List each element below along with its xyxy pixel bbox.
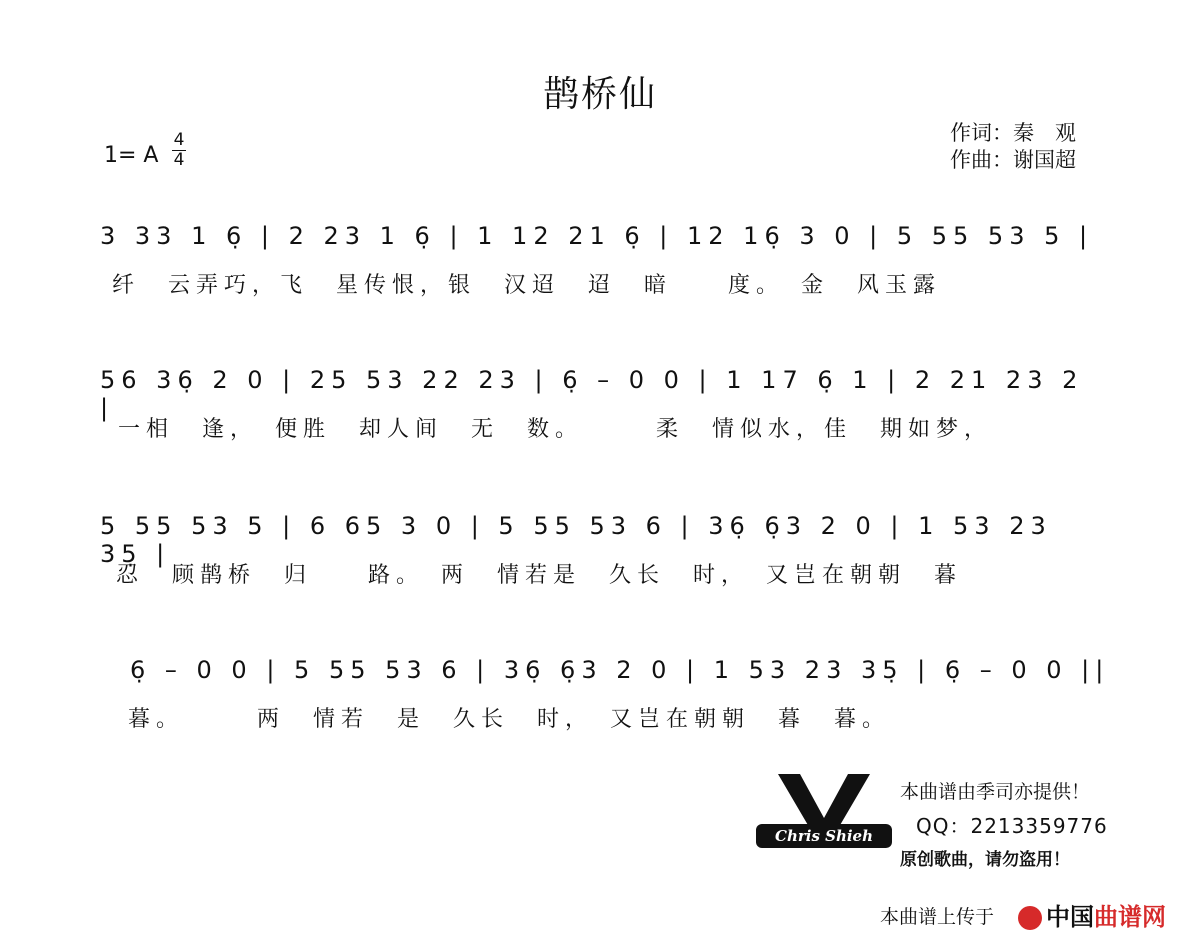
upload-text: 本曲谱上传于 [880, 906, 995, 928]
staff-line-3 [100, 512, 1110, 622]
chris-shieh-logo [756, 774, 892, 848]
provider-line: 本曲谱由季司亦提供！ [900, 781, 1091, 803]
time-signature-top: 4 [173, 130, 185, 150]
notes-line-3: 5 55 53 5 | 6 65 3 0 | 5 55 53 6 | 36̣ 6̣3 2 0 | 1 53 23 35̣ | [100, 512, 1052, 568]
lyricist: 作词：秦 观 [950, 121, 1076, 145]
time-signature-bottom: 4 [173, 150, 185, 170]
notes-line-1: 3 33 1 6̣ | 2 23 1 6̣ | 1 12 21 6̣ | 12 16̣ 3 0 | 5 55 53 5 | [100, 222, 1094, 250]
provider-info [900, 775, 1108, 877]
credits [950, 120, 1076, 174]
key-signature: 1= A [104, 143, 159, 168]
site-name-cn: 中国 [1046, 903, 1094, 931]
site-logo[interactable] [1018, 897, 1166, 932]
staff-line-1 [100, 222, 1110, 332]
svg-text:Chris Shieh: Chris Shieh [775, 827, 873, 845]
provider-qq: QQ：2213359776 [916, 814, 1108, 838]
lyrics-line-1: 纤 云弄巧，飞 星传恨，银 汉迢 迢 暗 度。 金 风玉露 [112, 273, 942, 298]
notes-line-4: 6̣ – 0 0 | 5 55 53 6 | 36̣ 6̣3 2 0 | 1 53 23 35̣ | 6̣ – 0 0 || [130, 656, 1110, 684]
time-signature [172, 132, 186, 169]
lyrics-line-3: 忍 顾鹊桥 归 路。 两 情若是 久长 时， 又岂在朝朝 暮 [116, 563, 963, 588]
provider-note: 原创歌曲，请勿盗用！ [900, 850, 1070, 870]
lyrics-line-4: 暮。 两 情若 是 久长 时， 又岂在朝朝 暮 暮。 [128, 707, 891, 732]
site-name-rest: 曲谱网 [1094, 903, 1166, 931]
staff-line-4 [100, 656, 1110, 766]
lyrics-line-2: 一相 逢， 便胜 却人间 无 数。 柔 情似水，佳 期如梦， [118, 417, 993, 442]
staff-line-2 [100, 366, 1110, 476]
site-icon [1018, 906, 1042, 930]
score-title: 鹊桥仙 [542, 74, 657, 115]
composer: 作曲：谢国超 [950, 148, 1076, 172]
notes-line-2: 56 36̣ 2 0 | 25 53 22 23 | 6̣ – 0 0 | 1 17 6̣ 1 | 2 21 23 2 | [100, 366, 1084, 422]
